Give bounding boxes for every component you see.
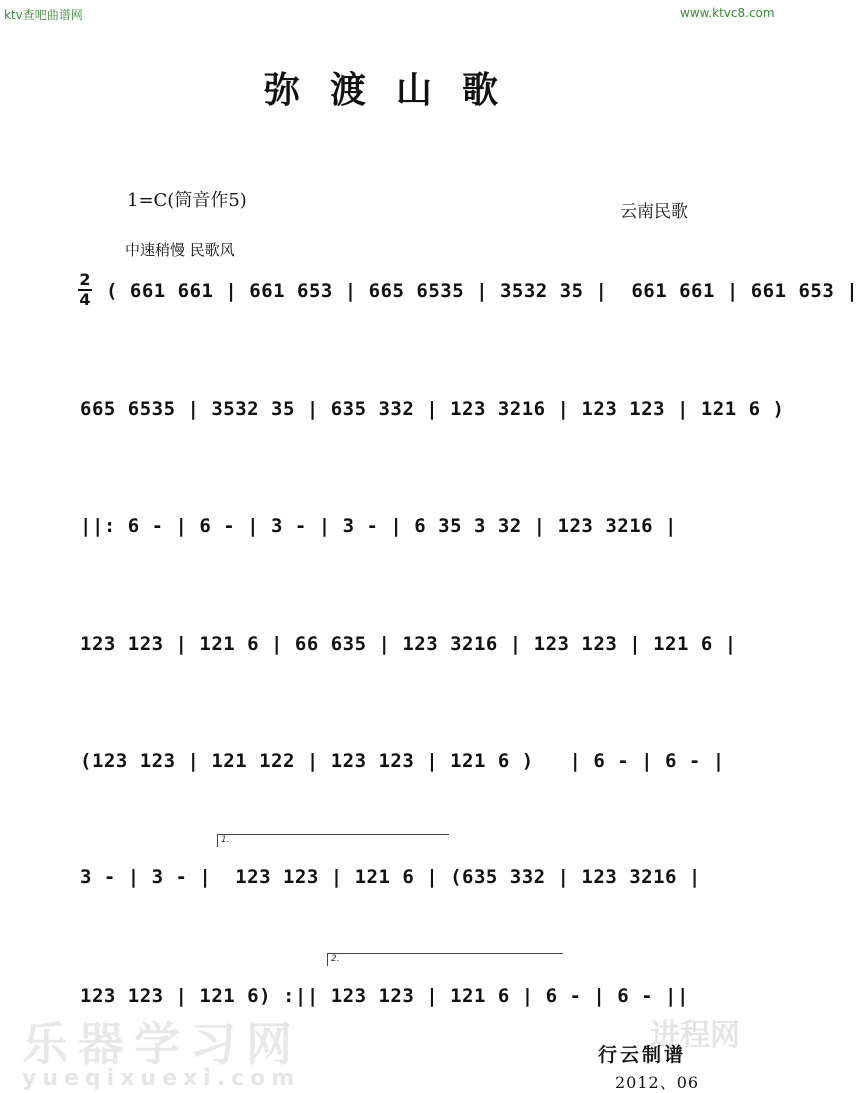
song-origin: 云南民歌 <box>620 202 688 222</box>
score-line-text: ( 661 661 | 661 653 | 665 6535 | 3532 35 | 661 661 | 661 653 | <box>106 280 858 302</box>
time-signature-bottom: 4 <box>79 290 91 309</box>
score-line-text: ||: 6 - | 6 - | 3 - | 3 - | 6 35 3 32 | 123 3216 | <box>80 515 677 537</box>
score-line-text: 3 - | 3 - | 123 123 | 121 6 | (635 332 | 123 3216 | <box>80 866 701 888</box>
key-signature: 1=C(筒音作5) <box>127 190 247 211</box>
song-title: 弥渡山歌 <box>263 69 528 111</box>
score-line-text: 665 6535 | 3532 35 | 635 332 | 123 3216 | 123 123 | 121 6 ) <box>80 398 785 420</box>
watermark-left: 乐器学习网 <box>22 1017 302 1071</box>
volta-bracket-2: 2. <box>327 953 563 966</box>
watermark-left-url: yueqixuexi.com <box>22 1066 301 1091</box>
time-signature <box>78 272 92 308</box>
volta-bracket-1: 1. <box>217 834 449 847</box>
score-line-text: (123 123 | 121 122 | 123 123 | 121 6 ) | 6 - | 6 - | <box>80 750 725 772</box>
tempo-marking: 中速稍慢 民歌风 <box>125 241 235 259</box>
score-date: 2012、06 <box>615 1073 700 1092</box>
score-line-text: 123 123 | 121 6) :|| 123 123 | 121 6 | 6 - | 6 - || <box>80 985 689 1007</box>
watermark-right: 进程网 <box>650 1018 740 1053</box>
score-maker: 行云制谱 <box>598 1044 687 1066</box>
site-left-label[interactable]: ktv查吧曲谱网 <box>4 8 83 22</box>
site-right-label[interactable]: www.ktvc8.com <box>680 6 775 20</box>
time-signature-top: 2 <box>79 270 91 289</box>
score-line-text: 123 123 | 121 6 | 66 635 | 123 3216 | 123 123 | 121 6 | <box>80 633 737 655</box>
